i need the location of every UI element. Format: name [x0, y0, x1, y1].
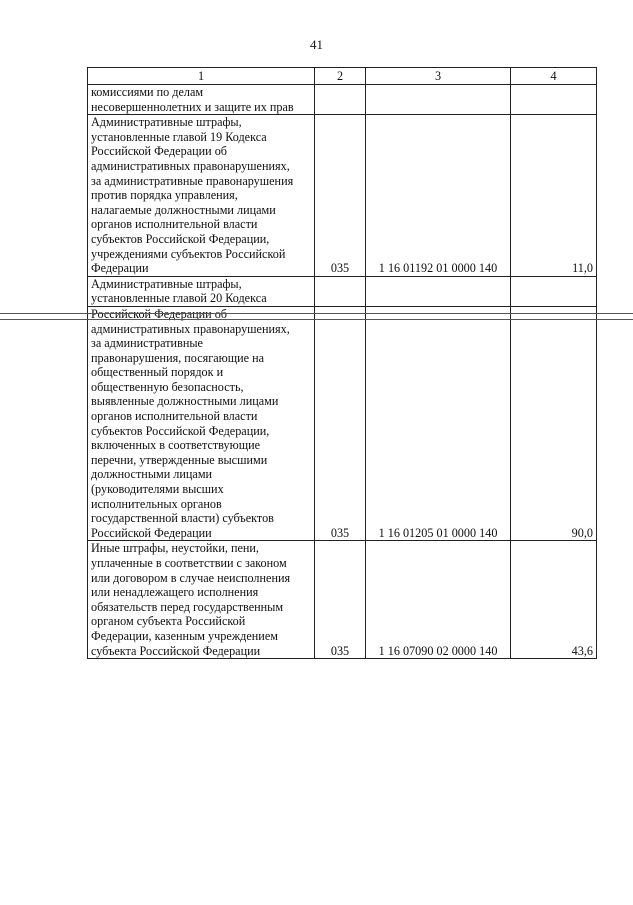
- row-name-line: общественную безопасность,: [91, 379, 244, 394]
- row-kbk-cell: [366, 85, 511, 115]
- row-name-line: субъектов Российской Федерации,: [91, 423, 270, 438]
- row-sum-cell: [511, 276, 597, 306]
- row-name-line: правонарушения, посягающие на: [91, 350, 265, 365]
- row-name-line: выявленные должностными лицами: [91, 394, 279, 409]
- row-name-cell: [88, 85, 315, 115]
- table-header-row: [88, 68, 597, 85]
- row-name-line: или договором в случае неисполнения: [91, 570, 291, 585]
- row-name-line: комиссиями по делам: [91, 85, 204, 99]
- scan-fold-line: [0, 313, 633, 314]
- row-name-line: несовершеннолетних и защите их прав: [91, 99, 294, 114]
- table-row: [88, 306, 597, 541]
- row-name-line: за административные правонарушения: [91, 173, 294, 188]
- row-name-line: административных правонарушениях,: [91, 158, 290, 173]
- row-name-line: органов исполнительной власти: [91, 217, 258, 232]
- row-kbk-cell: 1 16 01205 01 0000 140: [366, 306, 511, 541]
- row-code-cell: 035: [315, 306, 366, 541]
- row-name-line: налагаемые должностными лицами: [91, 202, 276, 217]
- row-name-line: субъектов Российской Федерации,: [91, 231, 270, 246]
- row-name-line: должностными лицами: [91, 467, 213, 482]
- row-name-line: Иные штрафы, неустойки, пени,: [91, 541, 259, 556]
- row-name-line: перечни, утвержденные высшими: [91, 452, 268, 467]
- row-name-line: за административные: [91, 336, 203, 351]
- row-code-cell: [315, 276, 366, 306]
- row-code-cell: 035: [315, 115, 366, 277]
- table-row: [88, 276, 597, 306]
- row-name-cell: [88, 541, 315, 659]
- table-body: [88, 85, 597, 659]
- row-name-line: обязательств перед государственным: [91, 599, 284, 614]
- row-name-line: государственной власти) субъектов: [91, 511, 274, 526]
- header-col-3: 3: [366, 68, 511, 85]
- row-name-line: исполнительных органов: [91, 496, 222, 511]
- row-sum-cell: [511, 85, 597, 115]
- scan-fold-line: [0, 319, 633, 320]
- row-name-line: учреждениями субъектов Российской: [91, 246, 286, 261]
- row-name-line: против порядка управления,: [91, 188, 238, 203]
- row-kbk-cell: 1 16 01192 01 0000 140: [366, 115, 511, 277]
- row-name-line: органов исполнительной власти: [91, 409, 258, 424]
- header-col-1: 1: [88, 68, 315, 85]
- row-name-line: административных правонарушениях,: [91, 321, 290, 336]
- table-row: [88, 115, 597, 277]
- table-row: [88, 541, 597, 659]
- row-name-line: установленные главой 19 Кодекса: [91, 129, 267, 144]
- row-code-cell: [315, 85, 366, 115]
- header-col-4: 4: [511, 68, 597, 85]
- row-name-line: Федерации: [91, 261, 149, 276]
- row-name-line: органом субъекта Российской: [91, 614, 246, 629]
- header-col-2: 2: [315, 68, 366, 85]
- row-name-cell: [88, 276, 315, 306]
- row-name-cell: [88, 115, 315, 277]
- row-name-line: уплаченные в соответствии с законом: [91, 556, 287, 570]
- row-sum-cell: 43,6: [511, 541, 597, 659]
- row-name-line: Российской Федерации: [91, 525, 212, 540]
- row-name-cell: [88, 306, 315, 541]
- page-number: 41: [310, 37, 323, 52]
- row-name-line: Административные штрафы,: [91, 276, 242, 291]
- row-name-line: установленные главой 20 Кодекса: [91, 291, 267, 306]
- row-kbk-cell: [366, 276, 511, 306]
- row-name-line: Федерации, казенным учреждением: [91, 628, 278, 643]
- row-name-line: общественный порядок и: [91, 365, 224, 380]
- row-name-line: Российской Федерации об: [91, 144, 228, 159]
- row-name-line: или ненадлежащего исполнения: [91, 585, 259, 600]
- row-code-cell: 035: [315, 541, 366, 659]
- row-name-line: (руководителями высших: [91, 482, 224, 497]
- table-row: [88, 85, 597, 115]
- row-sum-cell: 11,0: [511, 115, 597, 277]
- row-sum-cell: 90,0: [511, 306, 597, 541]
- row-name-line: Российской Федерации об: [91, 306, 228, 321]
- row-name-line: субъекта Российской Федерации: [91, 643, 261, 658]
- row-name-line: Административные штрафы,: [91, 115, 242, 130]
- revenue-table: [87, 67, 597, 659]
- row-name-line: включенных в соответствующие: [91, 438, 261, 453]
- row-kbk-cell: 1 16 07090 02 0000 140: [366, 541, 511, 659]
